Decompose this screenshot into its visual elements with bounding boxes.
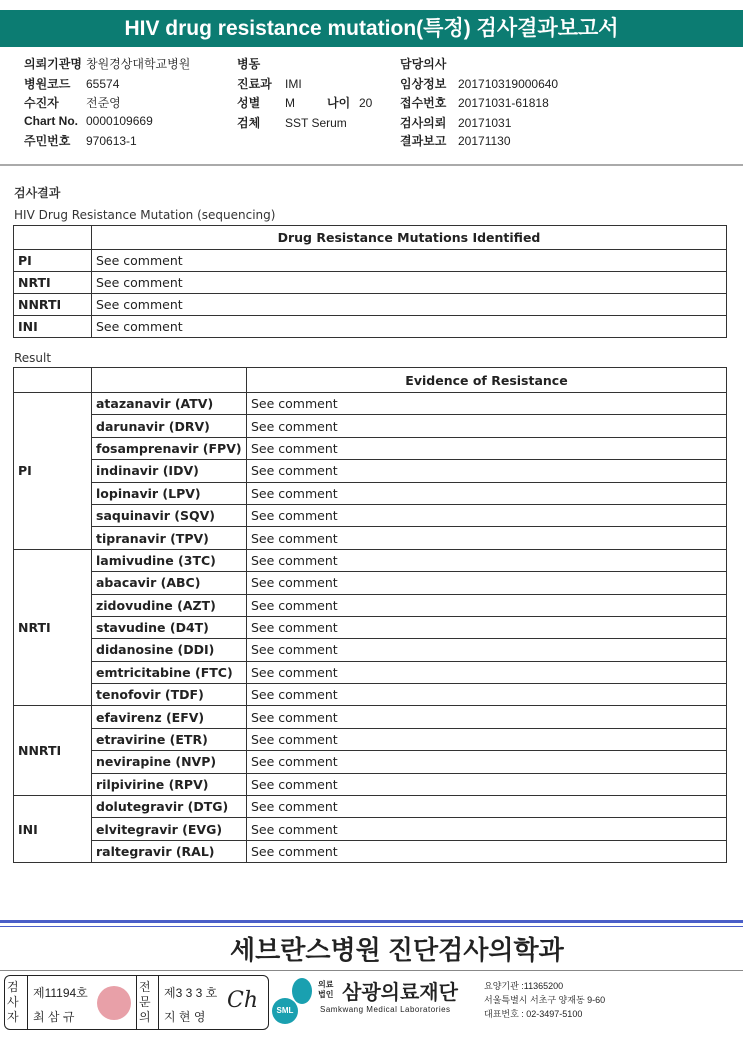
drug-cell: indinavir (IDV) [92, 460, 247, 482]
table-row [14, 294, 727, 316]
class-cell: PI [14, 393, 92, 550]
age-label: 나이 [327, 96, 351, 110]
evidence-cell: See comment [247, 616, 727, 638]
evidence-cell: See comment [247, 751, 727, 773]
info-value: M [285, 96, 295, 110]
footer-line [0, 920, 743, 923]
org-prefix: 의료법인 [318, 980, 334, 999]
drug-cell: atazanavir (ATV) [92, 393, 247, 415]
table-row [14, 796, 727, 818]
info-field [24, 55, 190, 72]
table2-caption: Result [14, 351, 52, 365]
doctor-name: 지 현 영 [164, 1010, 206, 1024]
section-title: 검사결과 [14, 186, 61, 200]
table-row [14, 661, 727, 683]
info-field [24, 94, 121, 111]
evidence-cell: See comment [247, 482, 727, 504]
info-label: 주민번호 [24, 134, 71, 148]
table-row [14, 773, 727, 795]
facility-code: 요양기관 :11365200 [484, 981, 564, 991]
class-cell: NNRTI [14, 706, 92, 796]
table1-caption: HIV Drug Resistance Mutation (sequencing) [14, 208, 276, 222]
phone: 대표번호 : 02-3497-5100 [484, 1009, 583, 1019]
org-english: Samkwang Medical Laboratories [320, 1005, 451, 1014]
info-field [400, 94, 549, 111]
info-field [237, 55, 285, 72]
table-row [14, 751, 727, 773]
evidence-cell: See comment [247, 549, 727, 571]
table-header [14, 368, 727, 393]
drug-cell: fosamprenavir (FPV) [92, 437, 247, 459]
info-label: 접수번호 [400, 96, 447, 110]
footer-divider [0, 970, 743, 971]
drug-cell: tenofovir (TDF) [92, 684, 247, 706]
evidence-cell: See comment [247, 415, 727, 437]
drug-cell: etravirine (ETR) [92, 728, 247, 750]
info-value: 20171130 [458, 134, 511, 148]
mutation-table [13, 225, 727, 338]
info-field [24, 114, 153, 128]
evidence-cell: See comment [247, 706, 727, 728]
info-label: Chart No. [24, 114, 78, 128]
examiner-label: 검사자 [7, 980, 19, 1024]
table-row [14, 594, 727, 616]
org-contact [484, 979, 605, 1021]
signature-box [4, 975, 269, 1030]
doctor-label: 전문의 [139, 980, 151, 1024]
drug-cell: darunavir (DRV) [92, 415, 247, 437]
info-label: 성별 [237, 96, 261, 110]
info-value: 65574 [86, 77, 120, 91]
info-value: 201710319000640 [458, 77, 559, 91]
header-cell: Evidence of Resistance [247, 368, 727, 393]
evidence-cell: See comment [247, 460, 727, 482]
header-cell: Drug Resistance Mutations Identified [92, 226, 727, 250]
value-cell: See comment [92, 250, 727, 272]
info-field [237, 75, 302, 92]
drug-cell: saquinavir (SQV) [92, 504, 247, 526]
evidence-cell: See comment [247, 572, 727, 594]
info-label: 수진자 [24, 96, 59, 110]
drug-cell: emtricitabine (FTC) [92, 661, 247, 683]
table-row [14, 639, 727, 661]
info-field [24, 75, 119, 92]
age-field [327, 94, 372, 111]
drug-cell: lamivudine (3TC) [92, 549, 247, 571]
report-title: HIV drug resistance mutation(특정) 검사결과보고서 [0, 10, 743, 47]
table-row [14, 549, 727, 571]
signature: Ch [227, 988, 259, 1013]
evidence-cell: See comment [247, 796, 727, 818]
info-label: 검체 [237, 116, 261, 130]
drug-cell: elvitegravir (EVG) [92, 818, 247, 840]
table-row [14, 840, 727, 862]
evidence-cell: See comment [247, 527, 727, 549]
table-row [14, 527, 727, 549]
info-label: 진료과 [237, 77, 272, 91]
table-row [14, 415, 727, 437]
class-cell: INI [14, 796, 92, 863]
examiner-number: 제11194호 [33, 986, 88, 1000]
evidence-cell: See comment [247, 504, 727, 526]
evidence-cell: See comment [247, 639, 727, 661]
table-row [14, 728, 727, 750]
class-cell: INI [14, 316, 92, 338]
drug-cell: dolutegravir (DTG) [92, 796, 247, 818]
table-row [14, 460, 727, 482]
drug-cell: nevirapine (NVP) [92, 751, 247, 773]
evidence-cell: See comment [247, 840, 727, 862]
evidence-cell: See comment [247, 661, 727, 683]
table-row [14, 684, 727, 706]
info-label: 임상정보 [400, 77, 447, 91]
table-row [14, 572, 727, 594]
table-row [14, 818, 727, 840]
info-label: 병원코드 [24, 77, 71, 91]
info-field [237, 94, 295, 111]
address: 서울특별시 서초구 양재동 9-60 [484, 995, 606, 1005]
info-label: 검사의뢰 [400, 116, 447, 130]
info-value: 전준영 [86, 96, 121, 110]
result-table [13, 367, 727, 863]
logo-shape [292, 978, 312, 1004]
info-label: 병동 [237, 57, 261, 71]
info-value: 970613-1 [86, 134, 137, 148]
info-value: SST Serum [285, 116, 347, 130]
info-value: 0000109669 [86, 114, 153, 128]
drug-cell: rilpivirine (RPV) [92, 773, 247, 795]
seal-stamp [97, 986, 131, 1020]
table-row [14, 250, 727, 272]
drug-cell: zidovudine (AZT) [92, 594, 247, 616]
examiner-name: 최 삼 규 [33, 1010, 75, 1024]
evidence-cell: See comment [247, 393, 727, 415]
evidence-cell: See comment [247, 818, 727, 840]
class-cell: NNRTI [14, 294, 92, 316]
drug-cell: didanosine (DDI) [92, 639, 247, 661]
table-row [14, 393, 727, 415]
info-label: 의뢰기관명 [24, 57, 82, 71]
sml-logo: SML [272, 998, 298, 1024]
info-field [24, 132, 137, 149]
evidence-cell: See comment [247, 437, 727, 459]
class-cell: NRTI [14, 272, 92, 294]
info-field [400, 55, 458, 72]
table-row [14, 272, 727, 294]
value-cell: See comment [92, 272, 727, 294]
info-label: 담당의사 [400, 57, 447, 71]
info-value: 창원경상대학교병원 [86, 57, 191, 71]
info-value: 20171031 [458, 116, 512, 130]
table-header [14, 226, 727, 250]
evidence-cell: See comment [247, 684, 727, 706]
department-name: 세브란스병원 진단검사의학과 [230, 935, 564, 965]
class-cell: PI [14, 250, 92, 272]
info-value: 20171031-61818 [458, 96, 549, 110]
table-row [14, 482, 727, 504]
age-value: 20 [359, 96, 373, 110]
footer-line-thin [0, 926, 743, 927]
evidence-cell: See comment [247, 773, 727, 795]
table-row [14, 437, 727, 459]
drug-cell: lopinavir (LPV) [92, 482, 247, 504]
value-cell: See comment [92, 316, 727, 338]
table-row [14, 616, 727, 638]
table-row [14, 706, 727, 728]
divider [0, 164, 743, 166]
drug-cell: efavirenz (EFV) [92, 706, 247, 728]
info-value: IMI [285, 77, 302, 91]
table-row [14, 316, 727, 338]
drug-cell: stavudine (D4T) [92, 616, 247, 638]
doctor-number: 제3 3 3 호 [164, 986, 218, 1000]
drug-cell: raltegravir (RAL) [92, 840, 247, 862]
org-name: 삼광의료재단 [342, 982, 458, 1004]
table-row [14, 504, 727, 526]
info-field [400, 114, 511, 131]
class-cell: NRTI [14, 549, 92, 706]
drug-cell: tipranavir (TPV) [92, 527, 247, 549]
drug-cell: abacavir (ABC) [92, 572, 247, 594]
value-cell: See comment [92, 294, 727, 316]
info-field [237, 114, 347, 131]
evidence-cell: See comment [247, 728, 727, 750]
info-field [400, 75, 558, 92]
info-field [400, 132, 511, 149]
evidence-cell: See comment [247, 594, 727, 616]
info-label: 결과보고 [400, 134, 447, 148]
